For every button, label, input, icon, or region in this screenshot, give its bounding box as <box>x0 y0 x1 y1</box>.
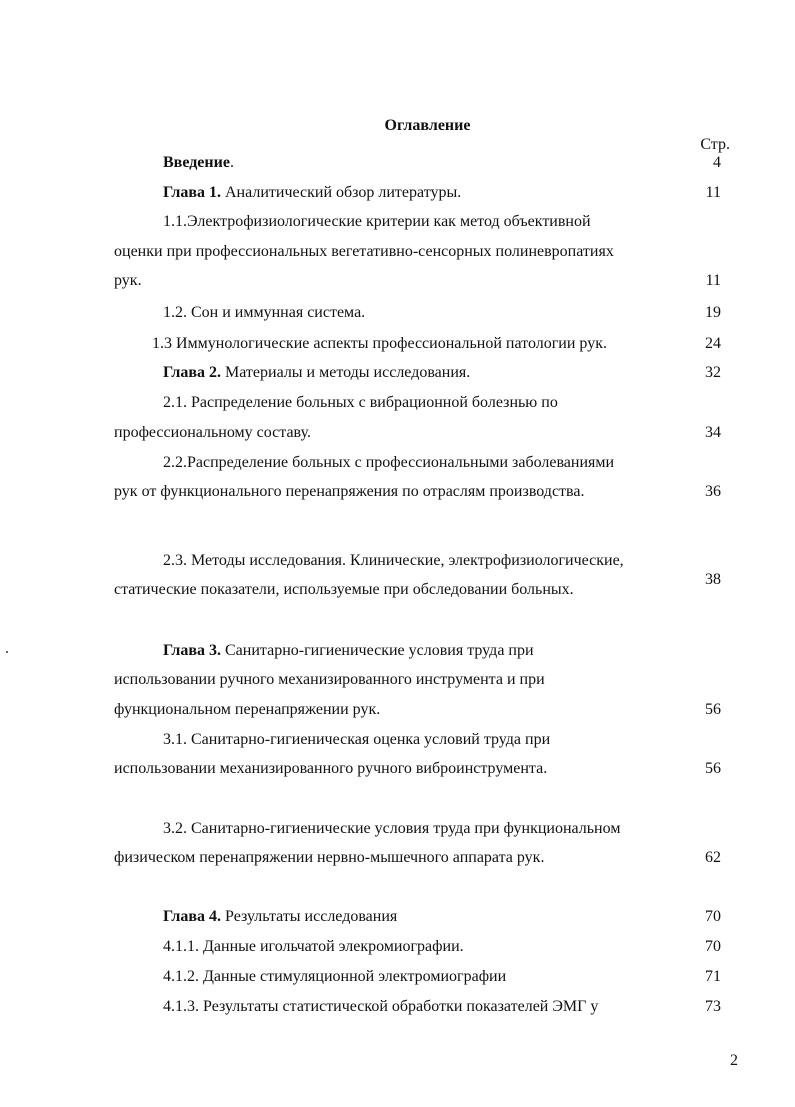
toc-entry-1-2: 1.2. Сон и иммунная система. <box>163 304 366 321</box>
toc-entry-4-1-2: 4.1.2. Данные стимуляционной электромиографии <box>163 968 507 985</box>
toc-entry-intro <box>163 153 234 173</box>
toc-entry-chapter-2 <box>163 363 470 383</box>
toc-page-chapter-3: 56 <box>705 701 721 718</box>
intro-label: Введение <box>163 154 230 171</box>
toc-entry-1-3: 1.3 Иммунологические аспекты профессиональной патологии рук. <box>152 335 607 352</box>
chapter-1-label: Глава 1. <box>163 184 221 201</box>
toc-page-chapter-1: 11 <box>705 184 721 201</box>
toc-entry-2-2-line1: 2.2.Распределение больных с профессиональными заболеваниями <box>163 454 615 471</box>
chapter-2-label: Глава 2. <box>163 364 221 381</box>
toc-entry-3-1-line1: 3.1. Санитарно-гигиеническая оценка условий труда при <box>163 731 551 748</box>
toc-entry-1-1-line3: рук. <box>114 272 142 289</box>
toc-entry-chapter-1 <box>163 183 461 203</box>
chapter-4-title: Результаты исследования <box>221 908 398 925</box>
toc-entry-2-1-line1: 2.1. Распределение больных с вибрационной болезнью по <box>163 394 558 411</box>
toc-entry-chapter-3-line2: использовании ручного механизированного инструмента и при <box>114 671 545 688</box>
toc-page-2-2: 36 <box>705 483 721 500</box>
toc-entry-2-1-line2: профессиональному составу. <box>114 424 311 441</box>
toc-entry-chapter-3-line1 <box>163 641 534 661</box>
toc-entry-2-2-line2: рук от функционального перенапряжения по отраслям производства. <box>114 483 585 500</box>
toc-entry-3-2-line2: физическом перенапряжении нервно-мышечного аппарата рук. <box>114 849 545 866</box>
toc-entry-4-1-1: 4.1.1. Данные игольчатой элекромиографии. <box>163 938 464 955</box>
toc-page-intro: 4 <box>713 154 721 171</box>
toc-page-4-1-1: 70 <box>705 938 721 955</box>
chapter-1-title: Аналитический обзор литературы. <box>221 184 462 201</box>
toc-entry-1-1-line2: оценки при профессиональных вегетативно-сенсорных полиневропатиях <box>114 243 614 260</box>
toc-page-chapter-4: 70 <box>705 908 721 925</box>
toc-entry-chapter-3-line3: функциональном перенапряжении рук. <box>114 701 381 718</box>
page-column-header: Стр. <box>700 136 730 153</box>
page-number: 2 <box>730 1052 738 1069</box>
toc-title: Оглавление <box>384 117 471 134</box>
chapter-3-label: Глава 3. <box>163 642 221 659</box>
toc-page-4-1-3: 73 <box>705 998 721 1015</box>
toc-page-1-2: 19 <box>705 304 721 321</box>
intro-dot: . <box>229 154 234 171</box>
scan-speck <box>6 651 8 653</box>
toc-entry-4-1-3: 4.1.3. Результаты статистической обработки показателей ЭМГ у <box>163 998 599 1015</box>
toc-page-3-1: 56 <box>705 760 721 777</box>
toc-entry-1-1-line1: 1.1.Электрофизиологические критерии как метод объективной <box>163 213 591 230</box>
toc-page-2-1: 34 <box>705 424 721 441</box>
toc-page-1-1: 11 <box>705 272 721 289</box>
chapter-3-title: Санитарно-гигиенические условия труда при <box>221 642 534 659</box>
toc-page-4-1-2: 71 <box>705 968 721 985</box>
toc-page-2-3: 38 <box>705 571 721 588</box>
chapter-4-label: Глава 4. <box>163 908 221 925</box>
toc-page-1-3: 24 <box>705 335 721 352</box>
toc-entry-3-1-line2: использовании механизированного ручного виброинструмента. <box>114 760 548 777</box>
toc-entry-2-3-line2: статические показатели, используемые при обследовании больных. <box>114 581 574 598</box>
toc-entry-2-3-line1: 2.3. Методы исследования. Клинические, электрофизиологические, <box>163 552 624 569</box>
toc-entry-3-2-line1: 3.2. Санитарно-гигиенические условия труда при функциональном <box>163 820 621 837</box>
toc-page-3-2: 62 <box>705 849 721 866</box>
toc-page-chapter-2: 32 <box>705 364 721 381</box>
toc-entry-chapter-4 <box>163 907 397 927</box>
chapter-2-title: Материалы и методы исследования. <box>221 364 471 381</box>
